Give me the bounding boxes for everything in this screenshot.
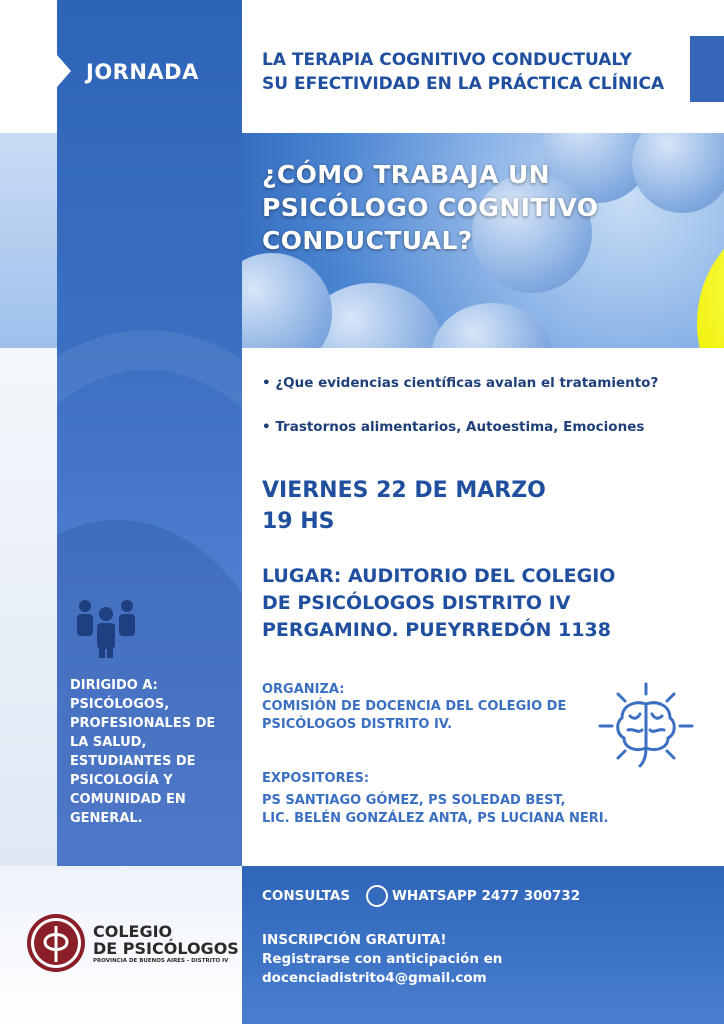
left-light-band bbox=[0, 133, 57, 348]
consultas-label: CONSULTAS bbox=[262, 888, 351, 904]
hero-line: ¿CÓMO TRABAJA UN bbox=[262, 160, 550, 189]
inscripcion-label: INSCRIPCIÓN GRATUITA! bbox=[262, 932, 447, 948]
hero-question bbox=[262, 158, 682, 257]
place-line: DE PSICÓLOGOS DISTRITO IV bbox=[262, 592, 571, 614]
expositores-heading: EXPOSITORES: bbox=[262, 771, 370, 786]
colegio-name-line: DE PSICÓLOGOS bbox=[93, 939, 239, 958]
colegio-name-line: COLEGIO bbox=[93, 922, 173, 941]
expositores-body bbox=[262, 792, 609, 828]
event-place bbox=[262, 563, 615, 644]
event-date bbox=[262, 475, 546, 537]
event-title-line: LA TERAPIA COGNITIVO CONDUCTUALY bbox=[262, 50, 632, 70]
audience-text bbox=[70, 676, 235, 828]
audience-line: PROFESIONALES DE bbox=[70, 716, 216, 731]
place-line: LUGAR: AUDITORIO DEL COLEGIO bbox=[262, 565, 616, 587]
whatsapp-icon bbox=[366, 885, 388, 907]
audience-line: LA SALUD, bbox=[70, 735, 147, 750]
organiza-body bbox=[262, 698, 566, 734]
whatsapp-number[interactable]: WHATSAPP 2477 300732 bbox=[392, 888, 581, 904]
hero-line: CONDUCTUAL? bbox=[262, 226, 473, 255]
audience-line: COMUNIDAD EN bbox=[70, 792, 186, 807]
colegio-name bbox=[93, 923, 239, 957]
smiley-face bbox=[697, 208, 724, 348]
accent-rectangle bbox=[690, 36, 724, 102]
bullet-item: • Trastornos alimentarios, Autoestima, Emociones bbox=[262, 419, 645, 435]
audience-line: PSICOLOGÍA Y bbox=[70, 773, 173, 788]
people-group-icon bbox=[75, 598, 137, 660]
date-text: VIERNES 22 DE MARZO bbox=[262, 478, 546, 503]
jornada-arrow-icon bbox=[57, 55, 71, 87]
colegio-subtitle: PROVINCIA DE BUENOS AIRES - DISTRITO IV bbox=[93, 958, 229, 964]
inscripcion-block bbox=[262, 931, 502, 988]
audience-line: GENERAL. bbox=[70, 811, 143, 826]
expositores-line: LIC. BELÉN GONZÁLEZ ANTA, PS LUCIANA NERI. bbox=[262, 811, 609, 826]
expositores-line: PS SANTIAGO GÓMEZ, PS SOLEDAD BEST, bbox=[262, 793, 566, 808]
event-title-line: SU EFECTIVIDAD EN LA PRÁCTICA CLÍNICA bbox=[262, 74, 665, 94]
place-line: PERGAMINO. PUEYRREDÓN 1138 bbox=[262, 619, 611, 641]
jornada-label: JORNADA bbox=[86, 60, 199, 84]
event-title bbox=[262, 48, 682, 96]
organiza-line: PSICÓLOGOS DISTRITO IV. bbox=[262, 717, 453, 732]
audience-line: ESTUDIANTES DE bbox=[70, 754, 196, 769]
audience-line: PSICÓLOGOS, bbox=[70, 697, 170, 712]
audience-line: DIRIGIDO A: bbox=[70, 678, 158, 693]
brain-icon bbox=[598, 682, 694, 774]
colegio-logo bbox=[25, 912, 87, 974]
hero-line: PSICÓLOGO COGNITIVO bbox=[262, 193, 599, 222]
organiza-heading: ORGANIZA: bbox=[262, 682, 345, 697]
registro-text: Registrarse con anticipación en bbox=[262, 951, 503, 967]
time-text: 19 HS bbox=[262, 509, 335, 534]
organiza-line: COMISIÓN DE DOCENCIA DEL COLEGIO DE bbox=[262, 699, 567, 714]
email-link[interactable]: docenciadistrito4@gmail.com bbox=[262, 970, 487, 986]
left-pale-band bbox=[0, 348, 57, 868]
bullet-item: • ¿Que evidencias científicas avalan el tratamiento? bbox=[262, 375, 659, 391]
